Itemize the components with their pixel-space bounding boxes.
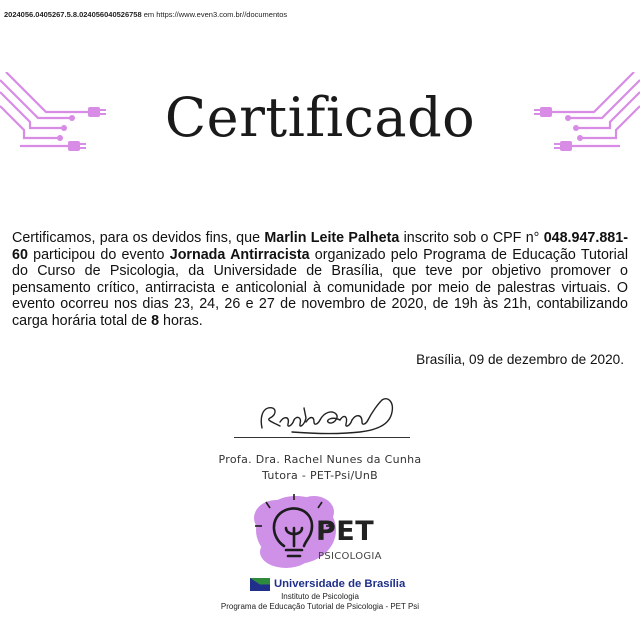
- participant-name: Marlin Leite Palheta: [264, 230, 400, 246]
- body-text-part: organizado pelo Programa de Educação Tutorial do Curso de Psicologia, da Universidade de Brasília, que teve por objetivo promover o pensamento crítico, antirracista e anticolonial à comunidade por meio de palestras virtuais. O evento ocorreu nos dias 23, 24, 26 e 27 de novembro de 2020, de 19h às 21h, contabilizando carga horária total de: [12, 246, 628, 329]
- signer-role: Tutora - PET-Psi/UnB: [261, 469, 379, 482]
- body-text-part: horas.: [159, 312, 203, 329]
- document-source-line: [4, 10, 287, 19]
- body-text-part: Certificamos, para os devidos fins, que: [12, 230, 265, 246]
- source-url[interactable]: https://www.even3.com.br//documentos: [156, 10, 288, 19]
- document-code: 2024056.0405267.5.8.024056040526758: [4, 10, 142, 19]
- signature-line: [234, 437, 410, 438]
- program-name: Programa de Educação Tutorial de Psicologia - PET Psi: [220, 602, 420, 611]
- workload-hours: 8: [151, 312, 160, 329]
- handwritten-signature-icon: [232, 392, 412, 442]
- event-name: Jornada Antirracista: [169, 246, 310, 263]
- body-text-part: inscrito sob o CPF n°: [399, 230, 544, 246]
- place-and-date: Brasília, 09 de dezembro de 2020.: [416, 352, 624, 367]
- body-text-part: participou do evento: [27, 246, 170, 263]
- institute-name: Instituto de Psicologia: [281, 592, 359, 601]
- signer-block: [200, 452, 440, 484]
- signer-name: Profa. Dra. Rachel Nunes da Cunha: [218, 453, 422, 466]
- pet-logo-title: PET: [316, 516, 375, 547]
- pet-logo-subtitle: PSICOLOGIA: [318, 551, 382, 562]
- certificate-body: [12, 230, 628, 330]
- participant-cpf: 048.947.881-60: [12, 230, 628, 263]
- university-name: Universidade de Brasília: [274, 578, 406, 590]
- source-connector: em: [143, 10, 155, 19]
- unb-flag-icon: [250, 578, 270, 591]
- certificate-title: Certificado: [164, 86, 476, 149]
